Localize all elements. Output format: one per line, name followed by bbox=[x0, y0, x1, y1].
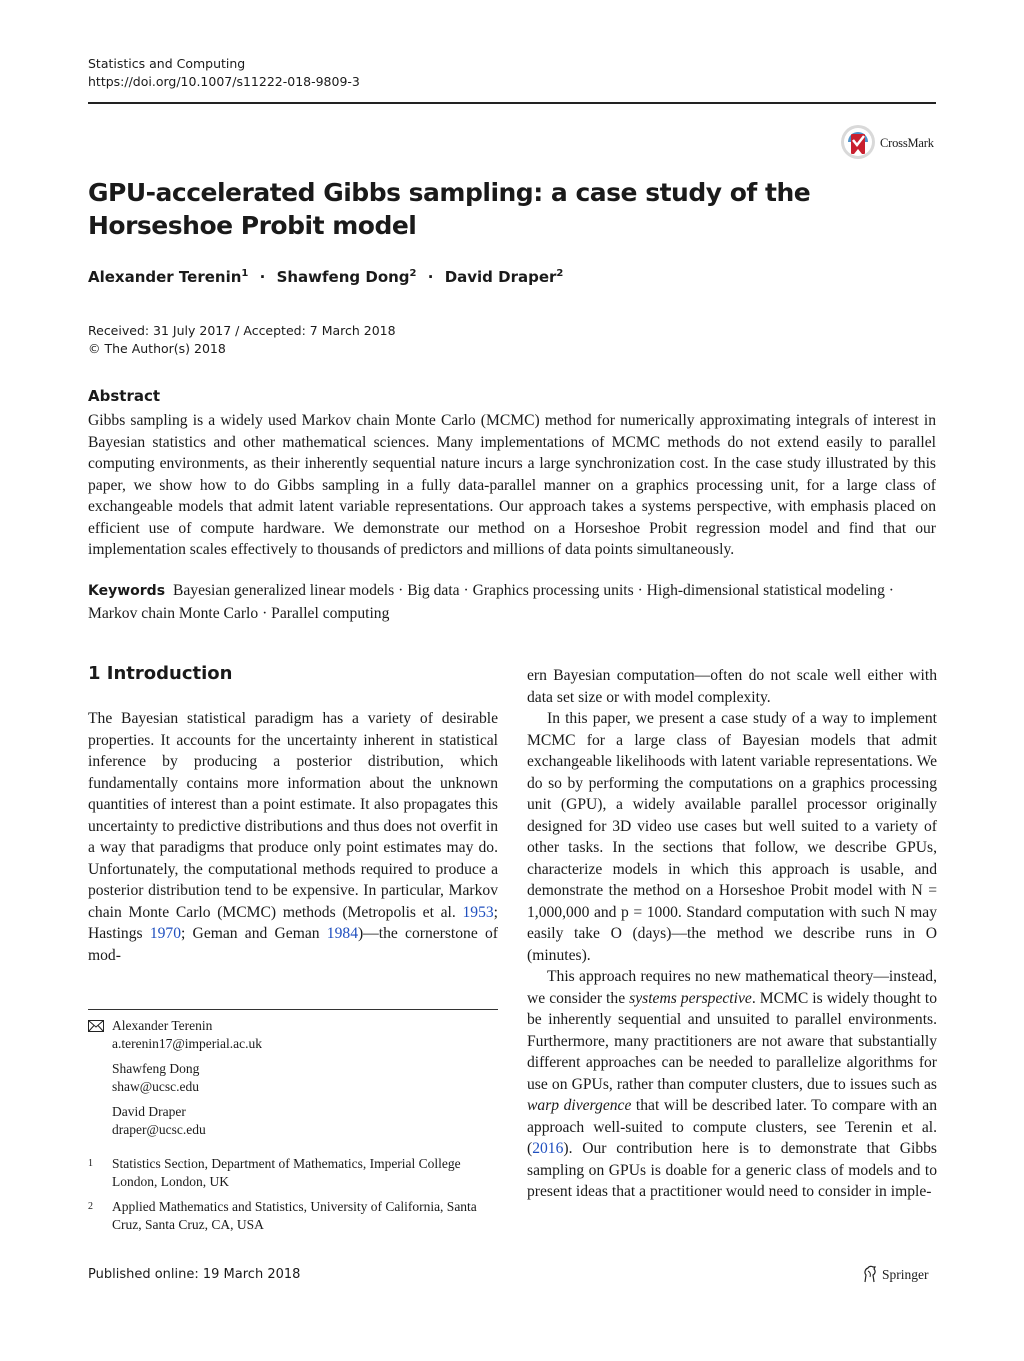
author-name: Alexander Terenin bbox=[88, 268, 242, 286]
author-name: David Draper bbox=[444, 268, 557, 286]
citation-link[interactable]: 1970 bbox=[149, 925, 181, 942]
contact-entry bbox=[112, 1103, 206, 1138]
intro-paragraph-text: ; Hastings bbox=[88, 903, 498, 942]
footnote-rule bbox=[88, 1009, 498, 1010]
intro-paragraph: In this paper, we present a case study of a way to implement MCMC for a large class of Bayesian models that admit exchangeable likelihoods with latent variable representations. We do so by performing the computations on a graphics processing unit (GPU), a widely available parallel processor originally designed for 3D video use cases but well suited to a variety of other tasks. In the sections that follow, we describe GPUs, characterize models in which this approach is usable, and demonstrate the method on a Horseshoe Probit model with N = 1,000,000 and p = 1000. Standard computation with such N may easily take O (days)—the method we describe runs in O (minutes). bbox=[527, 710, 937, 964]
intro-paragraph-text: . MCMC is widely thought to be inherently sequential and unsuited to parallel environments. Furthermore, many practitioners are not aware that substantially different approaches can be needed to parallelize algorithms for use on GPUs, rather than computer clusters, due to issues such as bbox=[527, 989, 937, 1093]
author-separator: · bbox=[427, 268, 434, 286]
emphasis-text: systems perspective bbox=[629, 989, 752, 1007]
dates-block bbox=[88, 322, 396, 358]
doi-link[interactable]: https://doi.org/10.1007/s11222-018-9809-3 bbox=[88, 74, 360, 89]
copyright: © The Author(s) 2018 bbox=[88, 341, 226, 356]
intro-paragraph-text: The Bayesian statistical paradigm has a variety of desirable properties. It accounts for the uncertainty inherent in statistical inference by producing a posterior distribution, which fundamentally contains more information about the unknown quantities of interest than a point estimate. It also propagates this uncertainty to predictive distributions and thus does not overfit in a way that paradigms that produce only point estimates may do. Unfortunately, the computational methods required to produce a posterior distribution tend to be expensive. In particular, Markov chain Monte Carlo (MCMC) methods (Metropolis et al. bbox=[88, 710, 498, 921]
abstract-heading: Abstract bbox=[88, 387, 161, 405]
affiliation-text: Applied Mathematics and Statistics, University of California, Santa Cruz, Santa Cruz, CA, USA bbox=[112, 1199, 477, 1232]
intro-paragraph-text: that will be described later. To compare with an approach well-suited to compute clusters, see Terenin et al. ( bbox=[527, 1097, 937, 1157]
paper-title: GPU-accelerated Gibbs sampling: a case study of the Horseshoe Probit model bbox=[88, 178, 811, 240]
crossmark-badge[interactable] bbox=[840, 124, 940, 160]
citation-link[interactable]: 1984 bbox=[326, 925, 358, 942]
section-heading-introduction: 1 Introduction bbox=[88, 663, 233, 684]
intro-paragraph bbox=[527, 966, 937, 1203]
contact-email[interactable]: shaw@ucsc.edu bbox=[112, 1078, 200, 1094]
header-rule bbox=[88, 102, 936, 104]
emphasis-text: warp divergence bbox=[527, 1097, 632, 1114]
published-online: Published online: 19 March 2018 bbox=[88, 1267, 301, 1282]
author-affil-sup: 2 bbox=[556, 268, 564, 279]
envelope-icon bbox=[88, 1020, 104, 1032]
publisher-name: Springer bbox=[882, 1267, 929, 1282]
keywords-block bbox=[88, 580, 936, 624]
author-affil-sup: 2 bbox=[409, 268, 417, 279]
intro-paragraph-text: This approach requires no new mathematical theory—instead, we consider the bbox=[527, 968, 937, 1007]
contact-entry bbox=[112, 1017, 262, 1052]
author-name: Shawfeng Dong bbox=[276, 268, 410, 286]
citation-link[interactable]: 1953 bbox=[462, 903, 494, 921]
intro-right-column bbox=[527, 665, 937, 1203]
contact-email[interactable]: a.terenin17@imperial.ac.uk bbox=[112, 1035, 262, 1051]
author-list bbox=[88, 268, 563, 286]
crossmark-label: CrossMark bbox=[880, 136, 934, 150]
abstract-text: Gibbs sampling is a widely used Markov chain Monte Carlo (MCMC) method for numerically approximating integrals of interest in Bayesian statistics and other mathematical sciences. Many implementations of MCMC methods do not extend easily to parallel computing environments, as their inherently sequential nature incurs a large synchronization cost. In the case study illustrated by this paper, we show how to do Gibbs sampling in a fully data-parallel manner on a graphics processing unit, for a large class of exchangeable models that admit latent variable representations. Our approach takes a systems perspective, with emphasis placed on efficient use of compute hardware. We demonstrate our method on a Horseshoe Probit regression model and find that our implementation scales effectively to thousands of predictors and millions of data points simultaneously. bbox=[88, 412, 936, 558]
contact-name: Alexander Terenin bbox=[112, 1018, 213, 1033]
intro-left-column bbox=[88, 708, 498, 966]
author-separator: · bbox=[259, 268, 266, 286]
affiliation-number: 1 bbox=[88, 1158, 93, 1169]
author-affil-sup: 1 bbox=[241, 268, 249, 279]
contact-entry bbox=[112, 1060, 199, 1095]
affiliation-number: 2 bbox=[88, 1201, 93, 1212]
springer-horse-icon bbox=[862, 1265, 878, 1283]
journal-name: Statistics and Computing bbox=[88, 56, 246, 71]
publisher-logo bbox=[862, 1265, 929, 1283]
journal-header bbox=[88, 55, 360, 91]
keywords-label: Keywords bbox=[88, 583, 166, 599]
crossmark-icon bbox=[840, 124, 876, 160]
intro-paragraph-text: ; Geman and Geman bbox=[181, 925, 327, 942]
contact-email[interactable]: draper@ucsc.edu bbox=[112, 1121, 206, 1137]
intro-paragraph-text: ). Our contribution here is to demonstrate that Gibbs sampling on GPUs is doable for a generic class of models and to present ideas that a practitioner would need to consider in imple- bbox=[527, 1140, 937, 1200]
affiliation-text: Statistics Section, Department of Mathematics, Imperial College London, London, UK bbox=[112, 1156, 461, 1189]
received-accepted: Received: 31 July 2017 / Accepted: 7 March 2018 bbox=[88, 323, 396, 338]
citation-link[interactable]: 2016 bbox=[532, 1140, 564, 1157]
intro-paragraph: ern Bayesian computation—often do not scale well either with data set size or with model complexity. bbox=[527, 667, 937, 706]
intro-paragraph-text: )—the cornerstone of mod- bbox=[88, 925, 498, 964]
keywords-list: Bayesian generalized linear models · Big data · Graphics processing units · High-dimensional statistical modeling · Markov chain Monte Carlo · Parallel computing bbox=[88, 582, 894, 622]
contact-name: David Draper bbox=[112, 1104, 186, 1119]
contact-name: Shawfeng Dong bbox=[112, 1061, 200, 1076]
